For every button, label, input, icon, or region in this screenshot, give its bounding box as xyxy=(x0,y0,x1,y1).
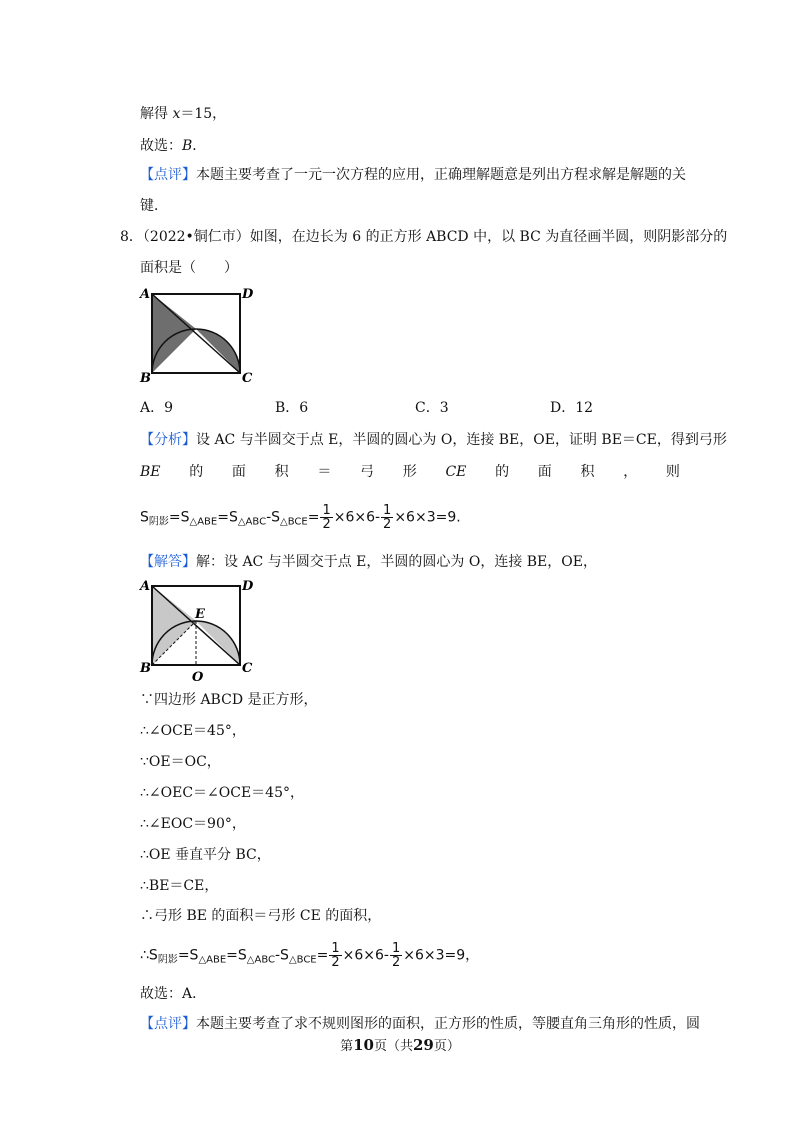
option-b[interactable]: B．6 xyxy=(275,400,309,416)
label-e: E xyxy=(195,607,205,622)
prev-answer: B xyxy=(182,138,193,154)
figure-solution xyxy=(138,576,268,686)
option-c[interactable]: C．3 xyxy=(415,400,449,416)
label-o: O xyxy=(192,670,204,685)
analysis-line-2: BE 的 面 积 ＝ 弓 形 CE 的 面 积 ， 则 xyxy=(140,464,680,480)
option-a[interactable]: A．9 xyxy=(140,400,174,416)
page-total: 29 xyxy=(413,1036,434,1054)
comment-tag: 【点评】 xyxy=(140,167,196,183)
solve-value: ＝15， xyxy=(180,106,227,122)
analysis-formula: $S_{阴影}=S_{\triangle ABE}=S_{\triangle ABC}-S_{\triangle BCE}=$ $\frac{1}{2}$ ×6×6- $\frac{1}{2}$ ×6×3=9. xyxy=(140,503,461,532)
label-c: C xyxy=(242,661,253,676)
prev-comment-cont: 键． xyxy=(140,198,168,214)
solution-intro: 【解答】解：设 AC 与半圆交于点 E，半圆的圆心为 O，连接 BE，OE， xyxy=(140,554,597,570)
label-b: B xyxy=(140,661,151,676)
fraction-half: $\frac{1}{2}$ xyxy=(322,503,331,532)
solution-choose: 故选：A． xyxy=(140,986,207,1002)
label-d: D xyxy=(242,287,254,302)
fraction-half: $\frac{1}{2}$ xyxy=(383,503,392,532)
step-2: ∴∠OCE＝45°， xyxy=(140,723,246,739)
label-a: A xyxy=(140,579,151,594)
step-5: ∴∠EOC＝90°， xyxy=(140,816,246,832)
figure-square-semicircle xyxy=(138,284,258,384)
step-7: ∴BE＝CE， xyxy=(140,878,219,894)
option-d[interactable]: D．12 xyxy=(550,400,594,416)
prev-choose-line: 故选：B． xyxy=(140,138,207,154)
step-8: ∴弓形 BE 的面积＝弓形 CE 的面积， xyxy=(140,908,382,924)
question-line-2: 面积是（ ） xyxy=(140,260,238,276)
question-text: （2022•铜仁市）如图，在边长为 6 的正方形 ABCD 中，以 BC 为直径画半圆，则阴影部分的 xyxy=(142,229,728,245)
fraction-half: $\frac{1}{2}$ xyxy=(391,941,401,970)
solve-var: x xyxy=(172,106,181,122)
solve-line xyxy=(140,104,226,124)
step-6: ∴OE 垂直平分 BC， xyxy=(140,847,271,863)
page-number: 10 xyxy=(353,1036,374,1054)
prev-comment: 【点评】本题主要考查了一元一次方程的应用，正确理解题意是列出方程求解是解题的关 xyxy=(140,167,686,183)
question-number: 8． xyxy=(120,229,143,245)
solution-tag: 【解答】 xyxy=(140,554,196,570)
label-a: A xyxy=(140,287,151,302)
solution-comment: 【点评】本题主要考查了求不规则图形的面积，正方形的性质，等腰直角三角形的性质，圆 xyxy=(140,1016,700,1032)
comment-tag: 【点评】 xyxy=(140,1016,196,1032)
fraction-half: $\frac{1}{2}$ xyxy=(331,941,340,970)
label-d: D xyxy=(242,579,254,594)
page-footer: 第10页（共29页） xyxy=(340,1036,460,1054)
question-line-1 xyxy=(120,227,727,247)
step-3: ∵OE＝OC， xyxy=(140,754,221,770)
solve-prefix: 解得 xyxy=(140,106,168,122)
analysis-tag: 【分析】 xyxy=(140,432,196,448)
step-4: ∴∠OEC＝∠OCE＝45°， xyxy=(140,785,305,801)
step-1: ∵四边形 ABCD 是正方形， xyxy=(140,692,318,708)
solution-formula: $\therefore S_{阴影}=S_{\triangle ABE}=S_{\triangle ABC}-S_{\triangle BCE}=$ $\frac{1}{2}$ ×6×6- $\frac{1}{2}$ ×6×3=9， xyxy=(140,941,480,970)
analysis-line-1: 【分析】设 AC 与半圆交于点 E，半圆的圆心为 O，连接 BE，OE，证明 BE＝CE，得到弓形 xyxy=(140,432,727,448)
label-c: C xyxy=(242,371,253,384)
label-b: B xyxy=(140,371,151,384)
